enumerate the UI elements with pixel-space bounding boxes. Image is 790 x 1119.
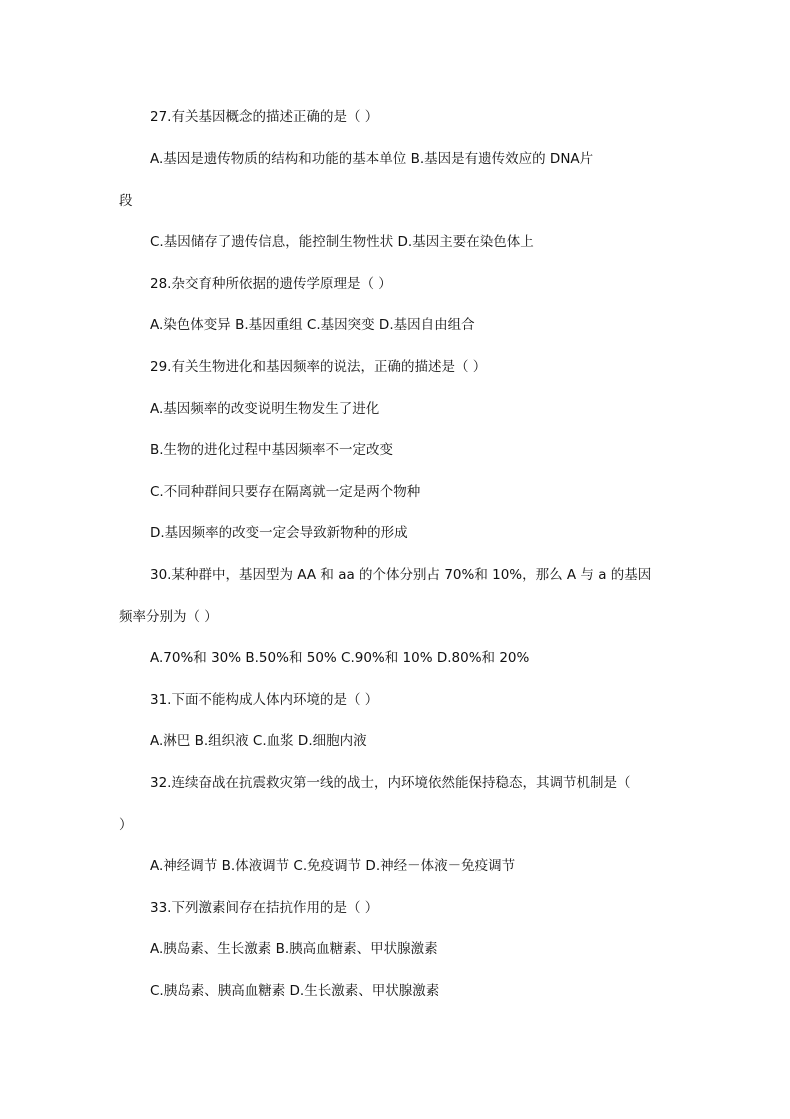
q28-options: A.染色体变异 B.基因重组 C.基因突变 D.基因自由组合 [150, 317, 475, 333]
q32-options: A.神经调节 B.体液调节 C.免疫调节 D.神经－体液－免疫调节 [150, 858, 516, 874]
q28-stem: 28.杂交育种所依据的遗传学原理是（ ） [150, 276, 392, 292]
q30-options: A.70%和 30% B.50%和 50% C.90%和 10% D.80%和 20% [150, 650, 530, 666]
q27-stem: 27.有关基因概念的描述正确的是（ ） [150, 109, 379, 125]
q30-stem-wrap: 频率分别为（ ） [119, 609, 218, 625]
q29-option-d: D.基因频率的改变一定会导致新物种的形成 [150, 525, 408, 541]
q27-options-cd: C.基因储存了遗传信息，能控制生物性状 D.基因主要在染色体上 [150, 234, 534, 250]
q27-options-ab: A.基因是遗传物质的结构和功能的基本单位 B.基因是有遗传效应的 DNA片 [150, 151, 594, 167]
q33-options-cd: C.胰岛素、胰高血糖素 D.生长激素、甲状腺激素 [150, 983, 440, 999]
q33-options-ab: A.胰岛素、生长激素 B.胰高血糖素、甲状腺激素 [150, 941, 438, 957]
q32-stem: 32.连续奋战在抗震救灾第一线的战士，内环境依然能保持稳态，其调节机制是（ [150, 775, 631, 791]
q33-stem: 33.下列激素间存在拮抗作用的是（ ） [150, 900, 379, 916]
q29-stem: 29.有关生物进化和基因频率的说法，正确的描述是（ ） [150, 359, 487, 375]
q29-option-a: A.基因频率的改变说明生物发生了进化 [150, 401, 380, 417]
q31-options: A.淋巴 B.组织液 C.血浆 D.细胞内液 [150, 733, 367, 749]
q29-option-b: B.生物的进化过程中基因频率不一定改变 [150, 442, 394, 458]
q27-options-ab-wrap: 段 [119, 193, 133, 209]
q30-stem: 30.某种群中，基因型为 AA 和 aa 的个体分别占 70%和 10%，那么 A 与 a 的基因 [150, 567, 652, 583]
q31-stem: 31.下面不能构成人体内环境的是（ ） [150, 692, 379, 708]
q29-option-c: C.不同种群间只要存在隔离就一定是两个物种 [150, 484, 421, 500]
q32-stem-wrap: ） [119, 817, 133, 833]
